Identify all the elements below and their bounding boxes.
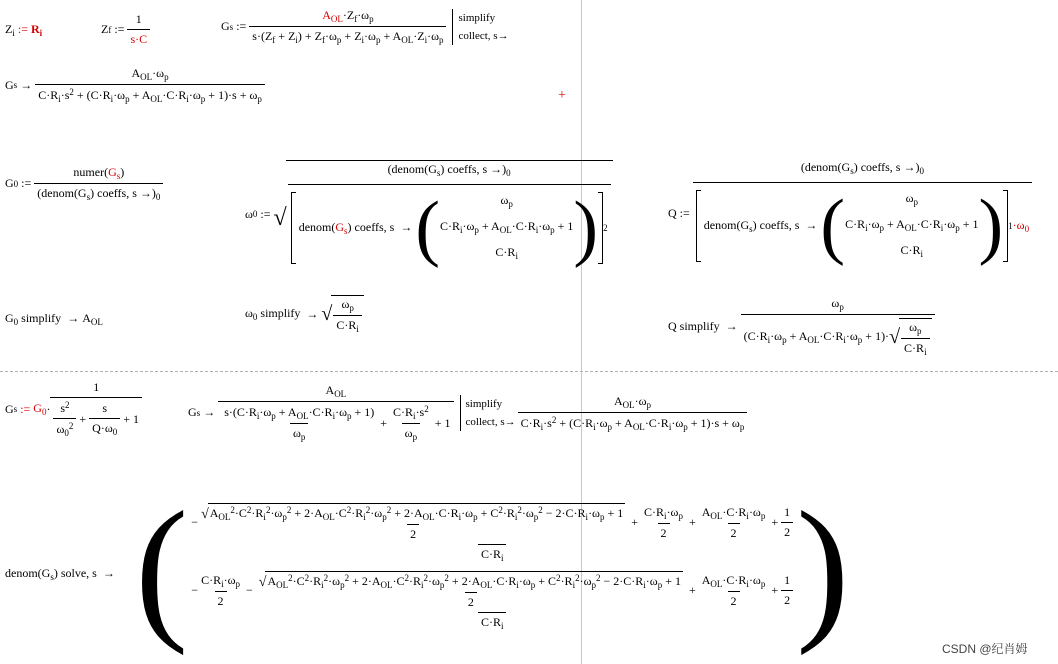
gs-definition[interactable]: G s := $\frac{A_{OL}\cdot Z_f\cdot\omega_p}{s\cdot(Z_f + Z_i) + Z_f\cdot\omega_p + Z_i\cdot\omega_p + A_{OL}\cdot Z_i\cdot\omega_p}$ simplify collect, s→ [221,8,509,45]
gs-denominator: $s\cdot(Z_f + Z_i) + Z_f\cdot\omega_p + Z_i\cdot\omega_p + A_{OL}\cdot Z_i\cdot\omega_p$ [249,26,446,45]
insertion-marker[interactable]: + [558,88,566,103]
w0-simplify[interactable]: $\omega_0$ simplify → √ $\frac{\omega_p}{C\cdot R_i}$ [245,294,364,334]
w0-definition[interactable]: ω 0 := √ ($denom(G_s)$ coeffs, $s \to)_0$ $denom(G_s)$ coeffs, s → ( $\omega_p$ $C\cdot R_i\cdot\omega_p + A_{OL}\cdot C\cdot R_i\cdot\omega_p + 1$ $C\cdot R_i$ ) 2 [245,160,613,268]
watermark: CSDN @纪肖姆 [942,642,1028,656]
solve-result[interactable]: ( − √ $A_{OL}^2\cdot C^2\cdot R_i^2\cdot\omega_p^2 + 2\cdot A_{OL}\cdot C^2\cdot R_i^2\cdot\omega_p^2 + 2\cdot A_{OL}\cdot C\cdot R_i\cdot\omega_p + C^2\cdot R_i^2\cdot\omega_p^2 - 2\cdot C\cdot R_i\cdot\omega_p + 1$ 2 + $\frac{C\cdot R_i\cdot\omega_p}{2}$ + $\frac{A_{OL}\cdot C\cdot R_i\cdot\omega_p}{2}$ + $\frac{1}{2}$ $C\cdot R_i$ − $\frac{C\cdot R_i\cdot\omega_p}{2}$ − √ $A_{OL}^2\cdot C^2\cdot R_i^2\cdot\omega_p^2 + 2\cdot A_{OL}\cdot C^2\cdot R_i^2\cdot\omega_p^2 + 2\cdot A_{OL}\cdot C\cdot R_i\cdot\omega_p + C^2\cdot R_i^2\cdot\omega_p^2 - 2\cdot C\cdot R_i\cdot\omega_p + 1$ 2 + $\frac{A_{OL}\cdot C\cdot R_i\cdot\omega_p}{2}$ + $\frac{1}{2}$ $C\cdot R_i$ ) [135,478,850,656]
root-1: − √ $A_{OL}^2\cdot C^2\cdot R_i^2\cdot\omega_p^2 + 2\cdot A_{OL}\cdot C^2\cdot R_i^2\cdot\omega_p^2 + 2\cdot A_{OL}\cdot C\cdot R_i\cdot\omega_p + C^2\cdot R_i^2\cdot\omega_p^2 - 2\cdot C\cdot R_i\cdot\omega_p + 1$ 2 + $\frac{C\cdot R_i\cdot\omega_p}{2}$ + $\frac{A_{OL}\cdot C\cdot R_i\cdot\omega_p}{2}$ + $\frac{1}{2}$ $C\cdot R_i$ [188,503,796,563]
symbolic-operators-2[interactable]: simplify collect, s→ [460,395,516,431]
zf-definition[interactable]: Z f := $\frac{1}{s\cdot C}$ [101,12,150,47]
g0-definition[interactable]: G 0 := $\frac{numer(G_s)}{(denom(G_s) coeffs, s \to)_0}$ [5,165,163,202]
solve-label[interactable]: $denom(G_s)$ solve, s → [5,566,115,582]
gs-result[interactable]: G s → $\frac{A_{OL}\cdot\omega_p}{C\cdot R_i\cdot s^2 + (C\cdot R_i\cdot\omega_p + A_{OL}\cdot C\cdot R_i\cdot\omega_p + 1)\cdot s + \omega_p}$ [5,66,265,104]
coeff-vector: ( $\omega_p$ $C\cdot R_i\cdot\omega_p + A_{OL}\cdot C\cdot R_i\cdot\omega_p + 1$ $C\cdot R_i$ ) [415,187,599,269]
zi-definition[interactable]: $Z_i$ := $R_i$ [5,22,43,38]
region-divider [0,371,1058,372]
gs-expanded[interactable]: G s → $A_{OL}$ $\frac{s\cdot(C\cdot R_i\cdot\omega_p + A_{OL}\cdot C\cdot R_i\cdot\omega_p + 1)}{\omega_p}$ + $\frac{C\cdot R_i\cdot s^2}{\omega_p}$ + 1 simplify collect, s→ $\frac{A_{OL}\cdot\omega_p}{C\cdot R_i\cdot s^2 + (C\cdot R_i\cdot\omega_p + A_{OL}\cdot C\cdot R_i\cdot\omega_p + 1)\cdot s + \omega_p}$ [188,383,747,442]
symbolic-operators[interactable]: simplify collect, s→ [452,9,508,45]
root-2: − $\frac{C\cdot R_i\cdot\omega_p}{2}$ − √ $A_{OL}^2\cdot C^2\cdot R_i^2\cdot\omega_p^2 + 2\cdot A_{OL}\cdot C^2\cdot R_i^2\cdot\omega_p^2 + 2\cdot A_{OL}\cdot C\cdot R_i\cdot\omega_p + C^2\cdot R_i^2\cdot\omega_p^2 - 2\cdot C\cdot R_i\cdot\omega_p + 1$ 2 + $\frac{A_{OL}\cdot C\cdot R_i\cdot\omega_p}{2}$ + $\frac{1}{2}$ $C\cdot R_i$ [188,571,796,631]
q-simplify[interactable]: Q simplify → $\omega_p$ $(C\cdot R_i\cdot\omega_p + A_{OL}\cdot C\cdot R_i\cdot\omega_p + 1)\cdot$ √ $\frac{\omega_p}{C\cdot R_i}$ [668,296,935,357]
q-definition[interactable]: Q := ($denom(G_s)$ coeffs, $s \to)_0$ $denom(G_s)$ coeffs, s → ( $\omega_p$ $C\cdot R_i\cdot\omega_p + A_{OL}\cdot C\cdot R_i\cdot\omega_p + 1$ $C\cdot R_i$ ) 1 $\cdot\omega_0$ [668,160,1032,266]
g0-simplify[interactable]: $G_0$ simplify → $A_{OL}$ [5,311,103,327]
gs-standard-form[interactable]: G s := $G_0$ · 1 $\frac{s^2}{\omega_0^2}$ + $\frac{s}{Q\cdot\omega_0}$ + 1 [5,380,142,438]
